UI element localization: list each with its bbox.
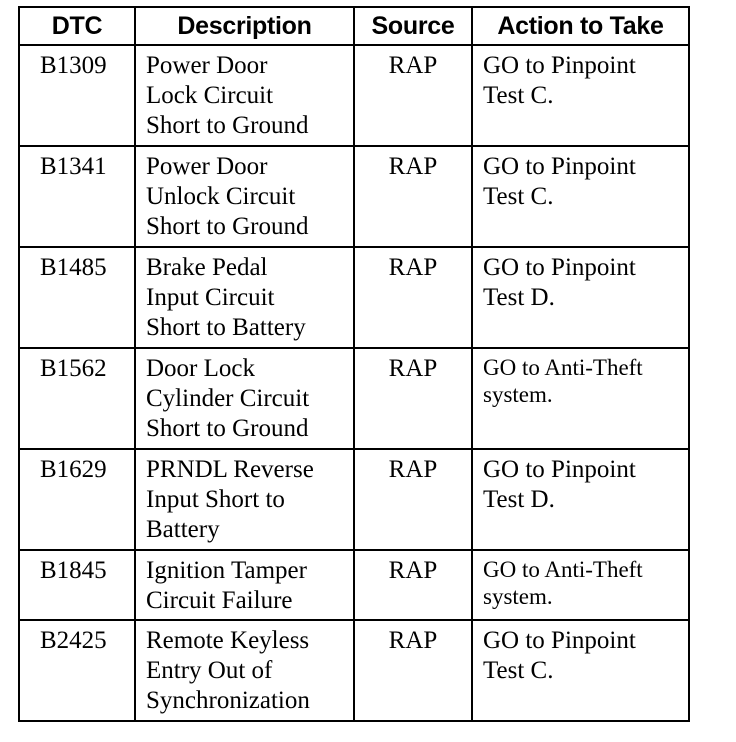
action-line: system. (483, 382, 553, 407)
source-cell: RAP (354, 146, 472, 247)
action-line: GO to Pinpoint (483, 153, 636, 180)
table-row (19, 348, 689, 449)
description-cell (135, 348, 354, 449)
description-line: Power Door (146, 153, 268, 180)
action-line: Test D. (483, 284, 555, 311)
description-line: Door Lock (146, 355, 255, 382)
table-row (19, 146, 689, 247)
dtc-code-cell: B2425 (19, 620, 135, 721)
description-line: Short to Ground (146, 415, 309, 442)
action-cell (472, 449, 689, 550)
header-description: Description (135, 7, 354, 45)
source-cell: RAP (354, 449, 472, 550)
dtc-code-cell: B1629 (19, 449, 135, 550)
dtc-code-cell: B1845 (19, 550, 135, 620)
action-line: GO to Pinpoint (483, 52, 636, 79)
dtc-table (18, 6, 690, 722)
description-cell (135, 620, 354, 721)
description-line: Ignition Tamper (146, 557, 307, 584)
description-line: Short to Ground (146, 213, 309, 240)
action-line: GO to Pinpoint (483, 254, 636, 281)
dtc-code-cell: B1309 (19, 45, 135, 146)
header-dtc: DTC (19, 7, 135, 45)
table-row (19, 449, 689, 550)
action-line: GO to Anti-Theft (483, 355, 643, 380)
header-source: Source (354, 7, 472, 45)
description-line: Unlock Circuit (146, 183, 296, 210)
table-row (19, 620, 689, 721)
description-line: Battery (146, 516, 220, 543)
description-line: Short to Ground (146, 112, 309, 139)
description-cell (135, 247, 354, 348)
header-row (19, 7, 689, 45)
description-cell (135, 45, 354, 146)
action-line: Test C. (483, 657, 554, 684)
description-line: Brake Pedal (146, 254, 268, 281)
description-line: Entry Out of (146, 657, 273, 684)
action-line: Test C. (483, 82, 554, 109)
action-cell (472, 348, 689, 449)
source-cell: RAP (354, 550, 472, 620)
action-line: Test D. (483, 486, 555, 513)
source-cell: RAP (354, 247, 472, 348)
description-line: Lock Circuit (146, 82, 274, 109)
action-cell (472, 247, 689, 348)
action-cell (472, 146, 689, 247)
source-cell: RAP (354, 348, 472, 449)
dtc-code-cell: B1562 (19, 348, 135, 449)
description-cell (135, 449, 354, 550)
table-row (19, 45, 689, 146)
description-cell (135, 550, 354, 620)
dtc-code-cell: B1341 (19, 146, 135, 247)
description-line: Synchronization (146, 687, 310, 714)
action-line: GO to Pinpoint (483, 456, 636, 483)
table-row (19, 247, 689, 348)
description-line: Input Short to (146, 486, 285, 513)
action-cell (472, 550, 689, 620)
action-cell (472, 620, 689, 721)
description-line: Short to Battery (146, 314, 306, 341)
description-line: Input Circuit (146, 284, 275, 311)
description-line: PRNDL Reverse (146, 456, 314, 483)
action-line: system. (483, 584, 553, 609)
action-line: GO to Pinpoint (483, 627, 636, 654)
table-row (19, 550, 689, 620)
description-line: Cylinder Circuit (146, 385, 310, 412)
description-line: Remote Keyless (146, 627, 310, 654)
description-line: Power Door (146, 52, 268, 79)
header-action: Action to Take (472, 7, 689, 45)
action-cell (472, 45, 689, 146)
source-cell: RAP (354, 620, 472, 721)
description-cell (135, 146, 354, 247)
dtc-code-cell: B1485 (19, 247, 135, 348)
action-line: Test C. (483, 183, 554, 210)
source-cell: RAP (354, 45, 472, 146)
action-line: GO to Anti-Theft (483, 557, 643, 582)
description-line: Circuit Failure (146, 587, 293, 614)
